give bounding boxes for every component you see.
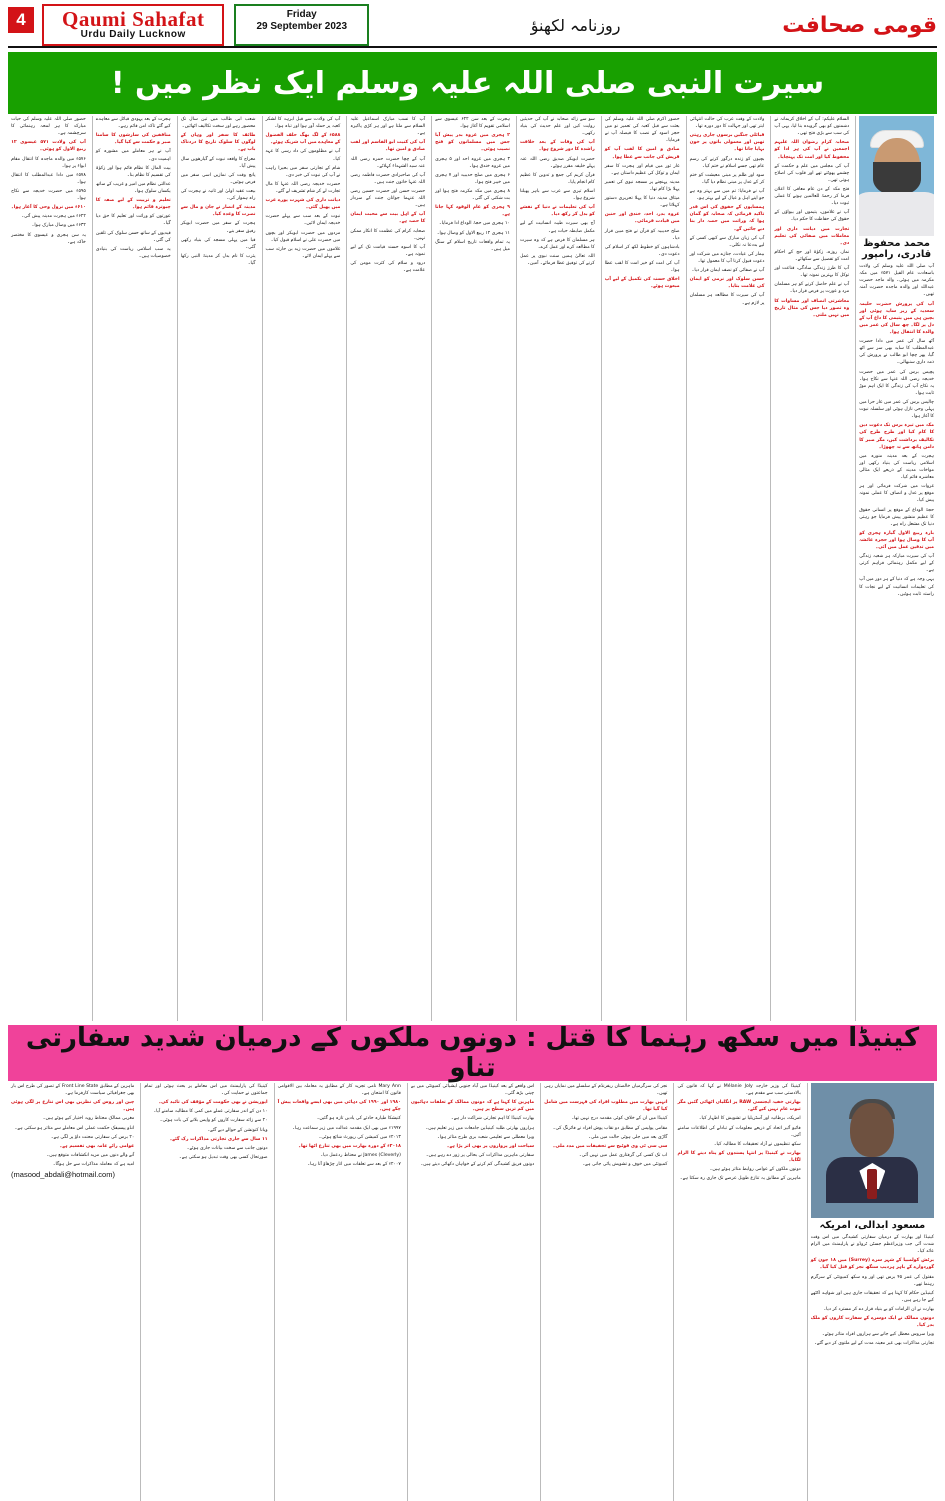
urdu-logo: قومی صحافت: [782, 12, 937, 38]
body-paragraph: معراج کا واقعہ نبوت کے گیارھویں سال پیش آیا۔: [180, 156, 256, 169]
body-paragraph: آپ کی کنیت ابو القاسم اور لقب صادق و امین تھا۔: [350, 140, 426, 153]
body-paragraph: ۵۷۸ء میں دادا عبدالمطلب کا انتقال ہوا۔: [11, 172, 86, 185]
body-paragraph: ۲۰ سے زائد سفارت کاروں کو واپس بلانے کی بات ہوئی۔: [159, 1118, 268, 1124]
body-paragraph: آپ کی تعلیمات نے دنیا کے نقشے کو بدل کر رکھ دیا۔: [519, 205, 595, 218]
body-paragraph: غزوہ بدر، احد، خندق اور حنین میں قیادت فرمائی۔: [604, 212, 680, 225]
body-paragraph: دونوں ملکوں کے عوامی روابط متاثر ہوئے ہیں۔: [709, 1167, 801, 1173]
body-paragraph: عورتوں کو وراثت اور تعلیم کا حق دیا گیا۔: [95, 214, 171, 227]
article2-banner: [8, 1025, 937, 1081]
body-paragraph: معاشرتی انصاف اور مساوات کا وہ تصور دیا جس کی مثال تاریخ میں نہیں ملتی۔: [774, 298, 850, 318]
text-column: [262, 116, 344, 1021]
body-paragraph: سفارتی ماہرین مذاکرات کی بحالی پر زور دے رہے ہیں۔: [425, 1152, 535, 1158]
body-paragraph: صحابہ کرام رضوان اللہ علیہم اجمعین نے آپ کی ہر ادا کو محفوظ کیا اور امت تک پہنچایا۔: [774, 140, 850, 160]
body-paragraph: امریکہ، برطانیہ اور آسٹریلیا نے تشویش کا اظہار کیا۔: [698, 1116, 801, 1122]
body-paragraph: اللہ تعالیٰ ہمیں سنت نبوی پر عمل کرنے کی توفیق عطا فرمائے۔ آمین۔: [519, 253, 595, 266]
body-paragraph: پانچ وقت کی نمازیں اسی سفر میں فرض ہوئیں۔: [180, 172, 256, 185]
newspaper-title-block: [42, 4, 224, 46]
body-paragraph: آپ کی مجلس میں علم و حکمت کے چشمے پھوٹتے تھے اور قلوب کی اصلاح ہوتی تھی۔: [774, 163, 850, 183]
body-paragraph: آپ کی وفات کے بعد خلافت راشدہ کا دور شروع ہوا۔: [519, 140, 595, 153]
body-paragraph: اپوزیشن نے بھی حکومت کے مؤقف کی تائید کی۔: [158, 1100, 268, 1106]
body-paragraph: میثاق مدینہ دنیا کا پہلا تحریری دستور کہلاتا ہے۔: [604, 196, 680, 209]
body-paragraph: ماہرین کا کہنا ہے کہ دونوں ممالک کے تعلقات دہائیوں میں کم ترین سطح پر ہیں۔: [410, 1100, 535, 1113]
body-paragraph: گاڑی بعد میں جلی ہوئی حالت میں ملی۔: [588, 1134, 668, 1140]
text-column: [407, 1083, 537, 1501]
date-full: 29 September 2023: [256, 20, 348, 32]
body-paragraph: آنے والے دنوں میں مزید انکشافات متوقع ہیں۔: [46, 1152, 135, 1158]
body-paragraph: ۶۲۲ء میں ہجرت مدینہ پیش آئی۔: [21, 214, 86, 220]
body-paragraph: فائیو آئیز اتحاد کے ذریعے معلومات کے تبادلے کی اطلاعات سامنے آئیں۔: [677, 1125, 801, 1138]
text-column: [346, 116, 428, 1021]
text-column: [601, 116, 683, 1021]
body-paragraph: سیاحت اور پروازوں پر بھی اثر پڑا ہے۔: [446, 1143, 535, 1149]
body-paragraph: آپ صلی اللہ علیہ وسلم کی ولادت باسعادت عام الفیل ۵۷۱ء میں مکہ مکرمہ میں ہوئی۔ والد ماجد حضرت عبداللہ اور والدہ ماجدہ حضرت آمنہ تھیں۔: [859, 264, 934, 298]
body-paragraph: آپ کا نسب مبارک اسماعیل علیہ السلام سے ملتا ہے اور ہر کڑی پاکیزہ ہے۔: [350, 117, 426, 137]
body-paragraph: ۲۰۰۷ء کے بعد سے تعلقات میں اتار چڑھاؤ آتا رہا۔: [307, 1161, 401, 1167]
body-paragraph: ۹ ہجری کو عام الوفود کہا جاتا ہے۔: [435, 205, 510, 218]
body-paragraph: بھارت نے کینیڈا پر انتہا پسندوں کو پناہ دینے کا الزام لگایا۔: [677, 1150, 801, 1163]
body-paragraph: پچیس برس کی عمر میں حضرت خدیجہ رضی اللہ عنہا سے نکاح ہوا۔ یہ نکاح آپ کی زندگی کا ایک اہم موڑ ثابت ہوا۔: [859, 369, 934, 396]
date-block: [234, 4, 369, 46]
body-paragraph: آپ کی سیرت کا مطالعہ ہر مسلمان پر لازم ہے۔: [689, 293, 765, 306]
body-paragraph: یہ تمام واقعات تاریخ اسلام کے سنگ میل ہیں۔: [435, 239, 510, 252]
page-number: 4: [8, 7, 34, 33]
body-paragraph: ۶۱۰ء میں نزول وحی کا آغاز ہوا۔: [11, 205, 86, 211]
body-paragraph: انہیں بھارت میں مطلوب افراد کی فہرست میں شامل کیا گیا تھا۔: [544, 1100, 668, 1113]
body-paragraph: ہجرت کے بعد مدینہ منورہ میں اسلامی ریاست کی بنیاد رکھی اور مواخات مدینہ کے ذریعے ایک مثالی معاشرہ قائم کیا۔: [859, 453, 934, 481]
beard-shape: [873, 162, 921, 196]
body-paragraph: آپ کی زبان مبارک سے کبھی کسی کے لیے بددعا نہ نکلی۔: [689, 235, 765, 248]
body-paragraph: ۳ ہجری میں غزوہ احد اور ۵ ہجری میں غزوہ خندق ہوا۔: [435, 156, 510, 169]
body-paragraph: سود اور ظلم پر مبنی معیشت کو ختم کر کے عدل پر مبنی نظام دیا گیا۔: [689, 172, 765, 185]
body-paragraph: ۸ ہجری میں مکہ مکرمہ فتح ہوا اور بت شکنی کی گئی۔: [435, 188, 510, 202]
body-paragraph: عدالتی نظام میں امیر و غریب کے ساتھ یکساں سلوک ہوا۔: [95, 181, 171, 194]
body-paragraph: ۵۹۵ء میں حضرت خدیجہ سے نکاح ہوا۔: [11, 188, 86, 202]
body-paragraph: سکھ تنظیموں نے آزاد تحقیقات کا مطالبہ کیا۔: [713, 1141, 801, 1147]
body-paragraph: ہزاروں بھارتی طلبہ کینیڈین جامعات میں زیر تعلیم ہیں۔: [425, 1125, 535, 1131]
body-paragraph: ہجرت کے سفر میں حضرت ابوبکر رفیق سفر بنے۔: [180, 221, 256, 234]
body-paragraph: انڈو پیسیفک حکمت عملی اس معاملے سے متاثر ہو سکتی ہے۔: [14, 1125, 135, 1131]
body-paragraph: فتح مکہ کے دن عام معافی کا اعلان فرما کر رحمۃ للعالمین ہونے کا عملی ثبوت دیا۔: [774, 186, 850, 207]
body-paragraph: درود و سلام کی کثرت مومن کی علامت ہے۔: [350, 260, 426, 274]
body-paragraph: آپ کی ولادت سے قبل ابرہہ کا لشکر کعبہ پر حملہ آور ہوا اور تباہ ہوا۔: [265, 117, 341, 130]
body-paragraph: ولادت کے وقت عرب کی حالت انتہائی ابتر تھی اور جہالت کا دور دورہ تھا۔: [689, 117, 765, 130]
body-paragraph: آپ نے علم حاصل کرنے کو ہر مسلمان مرد و عورت پر فرض قرار دیا۔: [774, 282, 850, 295]
body-paragraph: عوامی رائے عامہ بھی تقسیم ہے۔: [59, 1143, 135, 1149]
header-divider: [8, 46, 937, 48]
body-paragraph: حسن سلوک اور نرمی کو ایمان کی علامت بتایا۔: [689, 277, 765, 290]
article2-author-caption: مسعود ابدالی، امریکہ: [819, 1220, 926, 1231]
text-column: [8, 1083, 137, 1501]
body-paragraph: قیدیوں کے ساتھ حسن سلوک کی تلقین کی گئی۔: [95, 230, 171, 243]
body-paragraph: شعب ابی طالب میں تین سال تک محصور رہے اور سخت تکالیف اٹھائیں۔: [180, 117, 256, 130]
body-paragraph: نماز، روزہ، زکوٰۃ اور حج کے احکام امت کو تفصیل سے سکھائے۔: [774, 249, 850, 262]
body-paragraph: مکہ میں تیرہ برس تک دعوت دین کا کام کیا اور طرح طرح کی تکالیف برداشت کیں، مگر صبر کا دامن ہاتھ سے نہ چھوڑا۔: [859, 423, 934, 450]
body-paragraph: صحابہ کرام کی عظمت کا انکار ممکن نہیں۔: [350, 228, 426, 241]
body-paragraph: دونوں جانب سے سخت بیانات جاری ہوئے۔: [186, 1145, 268, 1151]
body-paragraph: مقتول کی عمر ۴۵ برس تھی اور وہ سکھ کمیونٹی کے سرگرم رہنما تھے۔: [810, 1274, 934, 1287]
body-paragraph: ہمسایوں کے حقوق کی اس قدر تاکید فرمائی کہ صحابہ کو گمان ہوا کہ وراثت میں حصہ دار بنا دیے جائیں گے۔: [689, 205, 765, 232]
body-paragraph: ۱۱ سال سے جاری تجارتی مذاکرات رک گئے۔: [169, 1136, 268, 1142]
body-paragraph: بھارت نے ان الزامات کو بے بنیاد قرار دے کر مسترد کر دیا۔: [823, 1306, 934, 1312]
newspaper-subtitle-en: Urdu Daily Lucknow: [80, 29, 186, 41]
body-paragraph: مدینہ کے انصار نے جان و مال سے نصرت کا وعدہ کیا۔: [180, 205, 256, 218]
body-paragraph: مقامی پولیس کے مطابق دو نقاب پوش افراد نے فائرنگ کی۔: [552, 1125, 668, 1131]
text-column: [92, 116, 174, 1021]
body-paragraph: آپ کی سیرت مبارکہ ہر شعبہ زندگی کے لیے مکمل رہنمائی فراہم کرتی ہے۔: [859, 554, 934, 574]
body-paragraph: یثرب کا نام بدل کر مدینۃ النبی رکھا گیا۔: [180, 253, 256, 266]
date-day: Friday: [286, 9, 317, 20]
body-paragraph: کینیڈا اور بھارت کے درمیان سفارتی کشیدگی میں اس وقت شدت آئی جب وزیراعظم جسٹن ٹروڈو نے پارلیمنٹ میں الزام عائد کیا۔: [810, 1235, 934, 1255]
body-paragraph: آج بھی سیرت طیبہ انسانیت کے لیے مکمل ضابطہ حیات ہے۔: [519, 221, 595, 234]
body-paragraph: آپ نے صفائی کو نصف ایمان قرار دیا۔: [691, 268, 765, 274]
body-paragraph: ۱۰ ہجری میں حجۃ الوداع ادا فرمایا۔: [438, 221, 510, 227]
body-paragraph: آپ کے چچا حضرت حمزہ رضی اللہ عنہ سید الشہداء کہلائے۔: [350, 156, 426, 169]
body-paragraph: ۲۰۱۳ء میں کمیشن کی رپورٹ شائع ہوئی۔: [318, 1134, 401, 1140]
body-paragraph: بیمار کی عیادت، جنازے میں شرکت اور دعوت قبول کرنا آپ کا معمول تھا۔: [689, 251, 765, 264]
body-paragraph: ۱۱ ہجری ۱۲ ربیع الاول کو وصال ہوا۔: [436, 230, 510, 236]
body-paragraph: سو سے زائد صحابہ نے آپ کی حدیثیں روایت کیں اور علم حدیث کی بنیاد رکھی۔: [519, 117, 595, 137]
body-paragraph: قبا میں پہلی مسجد کی بنیاد رکھی گئی۔: [180, 237, 256, 250]
text-column: [540, 1083, 670, 1501]
body-paragraph: یہ سن ہجری و عیسوی کا مختصر خاکہ ہے۔: [11, 232, 86, 245]
text-column: [8, 116, 89, 1021]
body-paragraph: آپ کی پرورش حضرت حلیمہ سعدیہ کے زیر سایہ ہوئی اور بچپن ہی میں یتیمی کا داغ آپ کے دل پر لگا۔ چھ سال کی عمر میں والدہ کا انتقال ہوا۔: [859, 301, 934, 335]
body-paragraph: منافقین کی سازشوں کا سامنا صبر و حکمت سے کیا گیا۔: [95, 133, 171, 146]
body-paragraph: صورتحال کسی بھی وقت تبدیل ہو سکتی ہے۔: [179, 1154, 268, 1160]
body-paragraph: غار ثور میں قیام اور ہجرت کا سفر ایمان و توکل کی عظیم داستان ہے۔: [604, 163, 680, 176]
body-paragraph: کینیڈین حکام کا کہنا ہے کہ تحقیقات جاری ہیں اور شواہد اکٹھے کیے جا رہے ہیں۔: [810, 1290, 934, 1303]
body-paragraph: کمیونٹی میں خوف و تشویش پائی جاتی ہے۔: [582, 1161, 668, 1167]
body-paragraph: مدینہ پہنچنے پر مسجد نبوی کی تعمیر پہلا بڑا کام تھا۔: [604, 179, 680, 192]
body-paragraph: نبوت کے بعد سب سے پہلے حضرت خدیجہ ایمان لائیں۔: [265, 214, 341, 227]
body-paragraph: ۲ ہجری میں غزوہ بدر پیش آیا جس میں مسلمانوں کو فتح نصیب ہوئی۔: [435, 133, 510, 153]
text-column: [673, 1083, 803, 1501]
article1-body: [8, 116, 937, 1021]
body-paragraph: ۶ ہجری میں صلح حدیبیہ اور ۷ ہجری میں خیبر فتح ہوا۔: [435, 172, 510, 185]
body-paragraph: چین اور روس کی نظریں بھی اس تنازع پر لگی ہوئی ہیں۔: [11, 1100, 135, 1113]
body-paragraph: حجۃ الوداع کے موقع پر انسانی حقوق کا عظیم منشور پیش فرمایا جو رہتی دنیا تک مشعل راہ ہے۔: [859, 507, 934, 527]
body-paragraph: امید ہے کہ معاملہ مذاکرات سے حل ہوگا۔: [52, 1161, 135, 1167]
body-paragraph: تجارتی مذاکرات بھی غیر معینہ مدت کے لیے ملتوی کر دیے گئے۔: [814, 1341, 934, 1347]
body-paragraph: آپ کی ولادت ۵۷۱ عیسوی ۱۲ ربیع الاول کو ہوئی۔: [11, 140, 86, 153]
body-paragraph: آپ کا طرز زندگی سادگی، قناعت اور توکل کا بہترین نمونہ تھا۔: [774, 266, 850, 279]
body-paragraph: مغربی ممالک محتاط رویہ اختیار کیے ہوئے ہیں۔: [42, 1116, 135, 1122]
body-paragraph: غزوات میں شرکت فرمائی اور ہر موقع پر عدل و انصاف کا عملی نمونہ پیش کیا۔: [859, 484, 934, 504]
body-paragraph: ویزا معطلی سے تعلیمی شعبہ بری طرح متاثر ہوا۔: [437, 1134, 535, 1140]
body-paragraph: ہجرت کے بعد سن ۶۲۲ عیسوی سے اسلامی تقویم کا آغاز ہوا۔: [435, 117, 510, 130]
article2-body: [8, 1083, 937, 1501]
body-paragraph: اسلام تیزی سے عرب سے باہر پھیلنا شروع ہوا۔: [519, 188, 595, 202]
body-paragraph: برٹش کولمبیا کے شہر سرے (Surrey) میں ۱۸ جون کو گوردوارے کے باہر ہردیپ سنگھ نجر کو قتل کیا گیا۔: [810, 1258, 934, 1271]
body-paragraph: چالیس برس کی عمر میں غار حرا میں پہلی وحی نازل ہوئی اور سلسلہ نبوت کا آغاز ہوا۔: [859, 399, 934, 420]
body-paragraph: یہ سب اسلامی ریاست کی بنیادی خصوصیات ہیں۔: [95, 246, 171, 259]
body-paragraph: بچیوں کو زندہ درگور کرنے کی رسم عام تھی جسے اسلام نے ختم کیا۔: [689, 156, 765, 169]
body-paragraph: ۲۰ برس کی سفارتی محنت داؤ پر لگی ہے۔: [50, 1134, 135, 1140]
body-paragraph: حضرت ابوبکر صدیق رضی اللہ عنہ پہلے خلیفہ مقرر ہوئے۔: [519, 156, 595, 169]
tie-shape: [867, 1169, 877, 1199]
body-paragraph: صلح حدیبیہ کو قرآن نے فتح مبین قرار دیا۔: [604, 228, 680, 241]
body-paragraph: آپ کے اہل بیت سے محبت ایمان کا حصہ ہے۔: [350, 212, 426, 225]
body-paragraph: ۲۰۱۸ء کے دورہ بھارت میں بھی تنازع اٹھا تھا۔: [298, 1143, 401, 1149]
body-paragraph: سی سی ٹی وی فوٹیج سے تحقیقات میں مدد ملی۔: [552, 1143, 668, 1149]
body-paragraph: ماہرین کے مطابق Front Line State کے تصور کی طرح اس بار بھی جغرافیائی سیاست کارفرما ہے۔: [11, 1084, 135, 1097]
body-paragraph: دیانت داری کی شہرت پورے عرب میں پھیل گئی۔: [265, 198, 341, 211]
text-column: [177, 116, 259, 1021]
body-paragraph: بیعت عقبہ اولیٰ اور ثانیہ نے ہجرت کی راہ ہموار کی۔: [180, 188, 256, 202]
body-paragraph: حضرت حسن اور حضرت حسین رضی اللہ عنہما جوانان جنت کے سردار ہیں۔: [350, 188, 426, 209]
body-paragraph: دونوں فریق کشیدگی کم کرنے کے خواہاں دکھائی دیتے ہیں۔: [420, 1161, 535, 1167]
text-column: [770, 116, 852, 1021]
author-portrait-1: [859, 116, 934, 236]
body-paragraph: ہجرت کے بعد یہودی قبائل سے معاہدے کیے گئے تاکہ امن قائم رہے۔: [95, 117, 171, 130]
body-paragraph: شام کے تجارتی سفر میں بحیرا راہب نے آپ کی نبوت کی خبر دی۔: [265, 165, 341, 178]
body-paragraph: ہر مسلمان کا فرض ہے کہ وہ سیرت کا مطالعہ کرے اور عمل کرے۔: [519, 237, 595, 250]
newspaper-title-en: Qaumi Sahafat: [62, 7, 205, 31]
body-paragraph: یہی وجہ ہے کہ دنیا کے ہر دور میں آپ کی تعلیمات انسانیت کے لیے نجات کا راستہ ثابت ہوئیں۔: [859, 577, 934, 597]
body-paragraph: ۵۷۶ء میں والدہ ماجدہ کا انتقال مقام ابواء پر ہوا۔: [11, 156, 86, 169]
body-paragraph: تجارت میں دیانت داری اور معاملات میں صفائی کی تعلیم دی۔: [774, 226, 850, 246]
body-paragraph: نجر کی سرگرمیاں خالصتان ریفرنڈم کے سلسلے میں نمایاں رہی تھیں۔: [544, 1084, 668, 1097]
body-paragraph: ۱۹۹۷ء میں بھی ایک مقدمہ عدالت میں زیر سماعت رہا۔: [292, 1125, 401, 1131]
body-paragraph: ۱۰ دن کے اندر سفارتی عملے میں کمی کا مطالبہ سامنے آیا۔: [153, 1109, 268, 1115]
text-column: [140, 1083, 270, 1501]
body-paragraph: اس واقعے کے بعد کینیڈا میں آباد جنوبی ایشیائی کمیونٹی میں بے چینی بڑھ گئی۔: [410, 1084, 535, 1097]
body-paragraph: صادق و امین کا لقب آپ کو قریش کی جانب سے عطا ہوا۔: [604, 147, 680, 160]
torso-shape: [859, 192, 934, 236]
body-paragraph: ۱۹۸۰ اور ۱۹۹۰ کی دہائی میں بھی ایسے واقعات پیش آ چکے ہیں۔: [277, 1100, 401, 1113]
urdu-daily-label: روزنامہ لکھنؤ: [530, 15, 621, 35]
body-paragraph: اب تک کسی کی گرفتاری عمل میں نہیں آئی۔: [578, 1152, 668, 1158]
body-paragraph: کینیڈا میں ان کے خلاف کوئی مقدمہ درج نہیں تھا۔: [571, 1116, 668, 1122]
body-paragraph: بھارتی خفیہ ایجنسی RAW پر انگلیاں اٹھائی گئیں مگر ثبوت عام نہیں کیے گئے۔: [677, 1100, 801, 1113]
body-paragraph: آپ نے غلاموں، یتیموں اور بیواؤں کے حقوق کی حفاظت کا حکم دیا۔: [774, 210, 850, 223]
body-paragraph: Mary Ann نامی تجزیہ کار کے مطابق یہ معاملہ بین الاقوامی قانون کا امتحان ہے۔: [277, 1084, 401, 1097]
body-paragraph: James (Cleverly) نے محتاط ردعمل دیا۔: [320, 1152, 401, 1158]
author-email[interactable]: (masood_abdali@hotmail.com): [11, 1170, 115, 1180]
text-column: [807, 1083, 937, 1501]
body-paragraph: آپ نے مظلوموں کی داد رسی کا عہد کیا۔: [265, 149, 341, 162]
author-portrait-2: [811, 1083, 934, 1218]
text-column: [516, 116, 598, 1021]
article2-headline: کینیڈا میں سکھ رہنما کا قتل : دونوں ملکوں کے درمیان شدید سفارتی تناو: [25, 1023, 920, 1083]
head-shape: [850, 1103, 894, 1157]
body-paragraph: آپ کی امت کو خیر امت کا لقب عطا ہوا۔: [604, 260, 680, 274]
body-paragraph: دونوں ممالک نے ایک دوسرے کے سفارت کاروں کو ملک بدر کیا۔: [810, 1316, 934, 1329]
body-paragraph: آپ نے فرمایا: تم میں سے بہتر وہ ہے جو اپنے اہل و عیال کے لیے بہتر ہو۔: [689, 188, 765, 202]
text-column: [855, 116, 937, 1021]
body-paragraph: اخلاق حسنہ کی تکمیل کے لیے آپ مبعوث ہوئے۔: [604, 277, 680, 290]
body-paragraph: کینیڈا کی وزیر خارجہ Mélanie Joly نے کہا کہ قانون کی بالادستی سب سے مقدم ہے۔: [677, 1084, 801, 1097]
body-paragraph: کنیشکا طیارہ حادثے کی یادیں تازہ ہو گئیں۔: [316, 1116, 401, 1122]
article1-banner: [8, 52, 937, 114]
body-paragraph: آپ نے ہر معاملے میں مشورہ کو اہمیت دی۔: [95, 149, 171, 162]
body-paragraph: طائف کا سفر اور وہاں کے لوگوں کا سلوک تاریخ کا دردناک باب ہے۔: [180, 133, 256, 153]
body-paragraph: ماہرین کے مطابق یہ تنازع طویل عرصے تک جاری رہ سکتا ہے۔: [679, 1176, 801, 1182]
body-paragraph: حضرت خدیجہ رضی اللہ عنہا کا مال تجارت لے کر شام تشریف لے گئے۔: [265, 181, 341, 194]
text-column: [686, 116, 768, 1021]
masthead: [0, 0, 945, 46]
body-paragraph: ۶۳۲ء میں وصال مبارک ہوا۔: [31, 223, 86, 229]
body-paragraph: تعلیم و تربیت کے لیے صفہ کا چبوترہ قائم ہوا۔: [95, 198, 171, 211]
article1-author-caption: محمد محفوظ قادری، رامپور: [862, 238, 932, 260]
body-paragraph: غلاموں میں حضرت زید بن حارثہ سب سے پہلے ایمان لائے۔: [265, 246, 341, 259]
text-column: [274, 1083, 404, 1501]
body-paragraph: السلام علیکم: آپ کے اخلاق کریمانہ نے دشمنوں کو بھی گرویدہ بنا لیا، یہی آپ کی سب سے بڑی فتح تھی۔: [774, 117, 850, 137]
body-paragraph: قبائلی جنگیں برسوں جاری رہتی تھیں اور معمولی باتوں پر خون بہایا جاتا تھا۔: [689, 133, 765, 153]
body-paragraph: آٹھ سال کی عمر میں دادا حضرت عبدالمطلب کا سایہ بھی سر سے اٹھ گیا، پھر چچا ابو طالب نے پرورش کی ذمہ داری سنبھالی۔: [859, 339, 934, 366]
body-paragraph: مردوں میں حضرت ابوبکر اور بچوں میں حضرت علی نے اسلام قبول کیا۔: [265, 230, 341, 243]
body-paragraph: ویانا کنونشن کے حوالے دیے گئے۔: [207, 1127, 268, 1133]
body-paragraph: کینیڈا کی پارلیمنٹ میں اس معاملے پر بحث ہوئی اور تمام جماعتوں نے حمایت کی۔: [144, 1084, 268, 1097]
body-paragraph: بھارت کینیڈا کا اہم تجارتی شراکت دار ہے۔: [451, 1116, 535, 1122]
body-paragraph: بادشاہوں کو خطوط لکھ کر اسلام کی دعوت دی۔: [604, 244, 680, 257]
article1-headline: سیرت النبی صلی اللہ علیہ وسلم ایک نظر میں !: [110, 65, 825, 101]
body-paragraph: بیت المال کا نظام قائم ہوا اور زکوٰۃ کی تقسیم کا نظام بنا۔: [95, 165, 171, 178]
body-paragraph: آپ کی صاحبزادی حضرت فاطمہ رضی اللہ عنہا خاتون جنت ہیں۔: [350, 172, 426, 185]
body-paragraph: قرآن کریم کی جمع و تدوین کا عظیم کام انجام پایا۔: [519, 172, 595, 185]
body-paragraph: ۵۸۸ء کے لگ بھگ حلف الفضول کے معاہدے میں آپ شریک ہوئے۔: [265, 133, 341, 146]
body-paragraph: ویزا سروس معطل کیے جانے سے ہزاروں افراد متاثر ہوئے۔: [821, 1332, 934, 1338]
body-paragraph: بارہ ربیع الاول گیارہ ہجری کو آپ کا وصال ہوا اور حجرہ عائشہ میں تدفین عمل میں آئی۔: [859, 530, 934, 551]
body-paragraph: حضور صلی اللہ علیہ وسلم کی حیات مبارکہ کا ہر لمحہ رہنمائی کا سرچشمہ ہے۔: [11, 117, 86, 137]
body-paragraph: حضور اکرم صلی اللہ علیہ وسلم کی بعثت سے قبل کعبہ کی تعمیر نو میں حجر اسود کے نصب کا فیصلہ آپ نے فرمایا۔: [604, 117, 680, 144]
text-column: [431, 116, 513, 1021]
body-paragraph: آپ کا اسوہ حسنہ قیامت تک کے لیے نمونہ ہے۔: [350, 244, 426, 257]
